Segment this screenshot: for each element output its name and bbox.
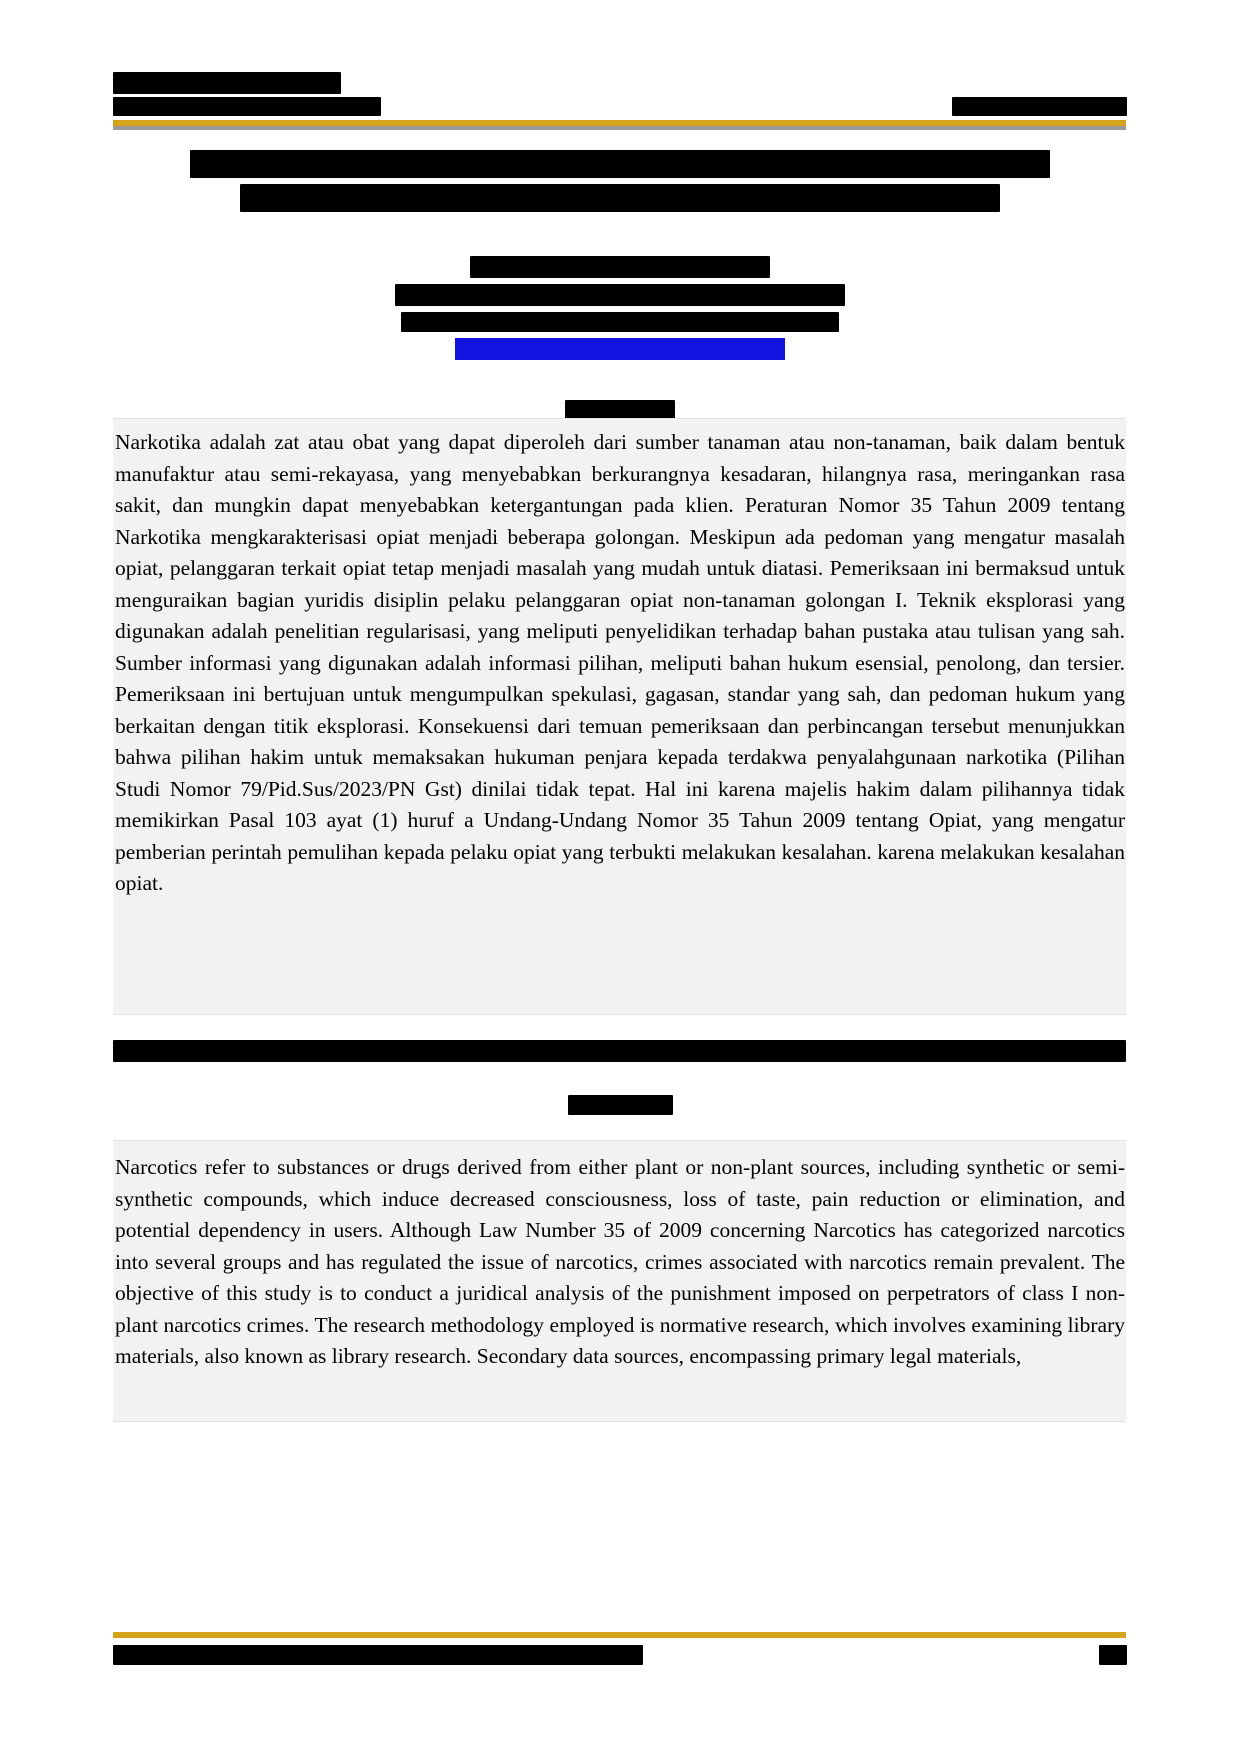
journal-issue-redacted <box>113 97 381 116</box>
title-line-1-redacted <box>190 150 1050 178</box>
keywords-id-redacted <box>113 1040 1126 1062</box>
title-line-2-redacted <box>240 184 1000 212</box>
abstract-body-english: Narcotics refer to substances or drugs derived from either plant or non-plant sources, including synthetic or semi-synthetic compounds, which induce decreased consciousness, loss of taste, pain reduction or elimination, and potential dependency in users. Although Law Number 35 of 2009 concerning Narcotics has categorized narcotics into several groups and has regulated the issue of narcotics, crimes associated with narcotics remain prevalent. The objective of this study is to conduct a juridical analysis of the punishment imposed on perpetrators of class I non-plant narcotics crimes. The research methodology employed is normative research, which involves examining library materials, also known as library research. Secondary data sources, encompassing primary legal materials, <box>115 1155 1125 1368</box>
journal-name-redacted <box>113 72 341 94</box>
header-rule-gray <box>113 126 1126 130</box>
header-meta-row <box>113 97 1127 116</box>
footer-rule-gold <box>113 1632 1126 1638</box>
abstract-heading-en-redacted <box>568 1095 673 1115</box>
abstract-heading-indonesian <box>0 400 1240 420</box>
author-email-link[interactable] <box>455 338 785 360</box>
keywords-indonesian <box>113 1040 1127 1062</box>
footer-citation-redacted <box>113 1645 643 1665</box>
page-number-redacted <box>1099 1645 1127 1665</box>
page-footer <box>113 1645 1127 1665</box>
page-header <box>113 72 1127 116</box>
author-block <box>113 256 1127 365</box>
affiliation-line-1-redacted <box>395 284 845 306</box>
page-range-redacted <box>952 97 1127 116</box>
abstract-heading-english <box>0 1095 1240 1115</box>
affiliation-line-2-redacted <box>401 312 839 332</box>
abstract-heading-id-redacted <box>565 400 675 420</box>
abstract-body-indonesian: Narkotika adalah zat atau obat yang dapat diperoleh dari sumber tanaman atau non-tanaman, baik dalam bentuk manufaktur atau semi-rekayasa, yang menyebabkan berkurangnya kesadaran, hilangnya rasa, meringankan rasa sakit, dan mungkin dapat menyebabkan ketergantungan pada klien. Peraturan Nomor 35 Tahun 2009 tentang Narkotika mengkarakterisasi opiat menjadi beberapa golongan. Meskipun ada pedoman yang mengatur masalah opiat, pelanggaran terkait opiat tetap menjadi masalah yang mudah untuk diatasi. Pemeriksaan ini bermaksud untuk menguraikan bagian yuridis disiplin pelaku pelanggaran opiat non-tanaman golongan I. Teknik eksplorasi yang digunakan adalah penelitian regularisasi, yang meliputi penyelidikan terhadap bahan pustaka atau tulisan yang sah. Sumber informasi yang digunakan adalah informasi pilihan, meliputi bahan hukum esensial, penolong, dan tersier. Pemeriksaan ini bertujuan untuk mengumpulkan spekulasi, gagasan, standar yang sah, dan pedoman hukum yang berkaitan dengan titik eksplorasi. Konsekuensi dari temuan pemeriksaan dan perbincangan tersebut menunjukkan bahwa pilihan hakim untuk memaksakan hukuman penjara kepada terdakwa penyalahgunaan narkotika (Pilihan Studi Nomor 79/Pid.Sus/2023/PN Gst) dinilai tidak tepat. Hal ini karena majelis hakim dalam pilihannya tidak memikirkan Pasal 103 ayat (1) huruf a Undang-Undang Nomor 35 Tahun 2009 tentang Opiat, yang mengatur pemberian perintah pemulihan kepada pelaku opiat yang terbukti melakukan kesalahan. karena melakukan kesalahan opiat. <box>115 430 1125 895</box>
author-names-redacted <box>470 256 770 278</box>
article-title <box>113 150 1127 212</box>
